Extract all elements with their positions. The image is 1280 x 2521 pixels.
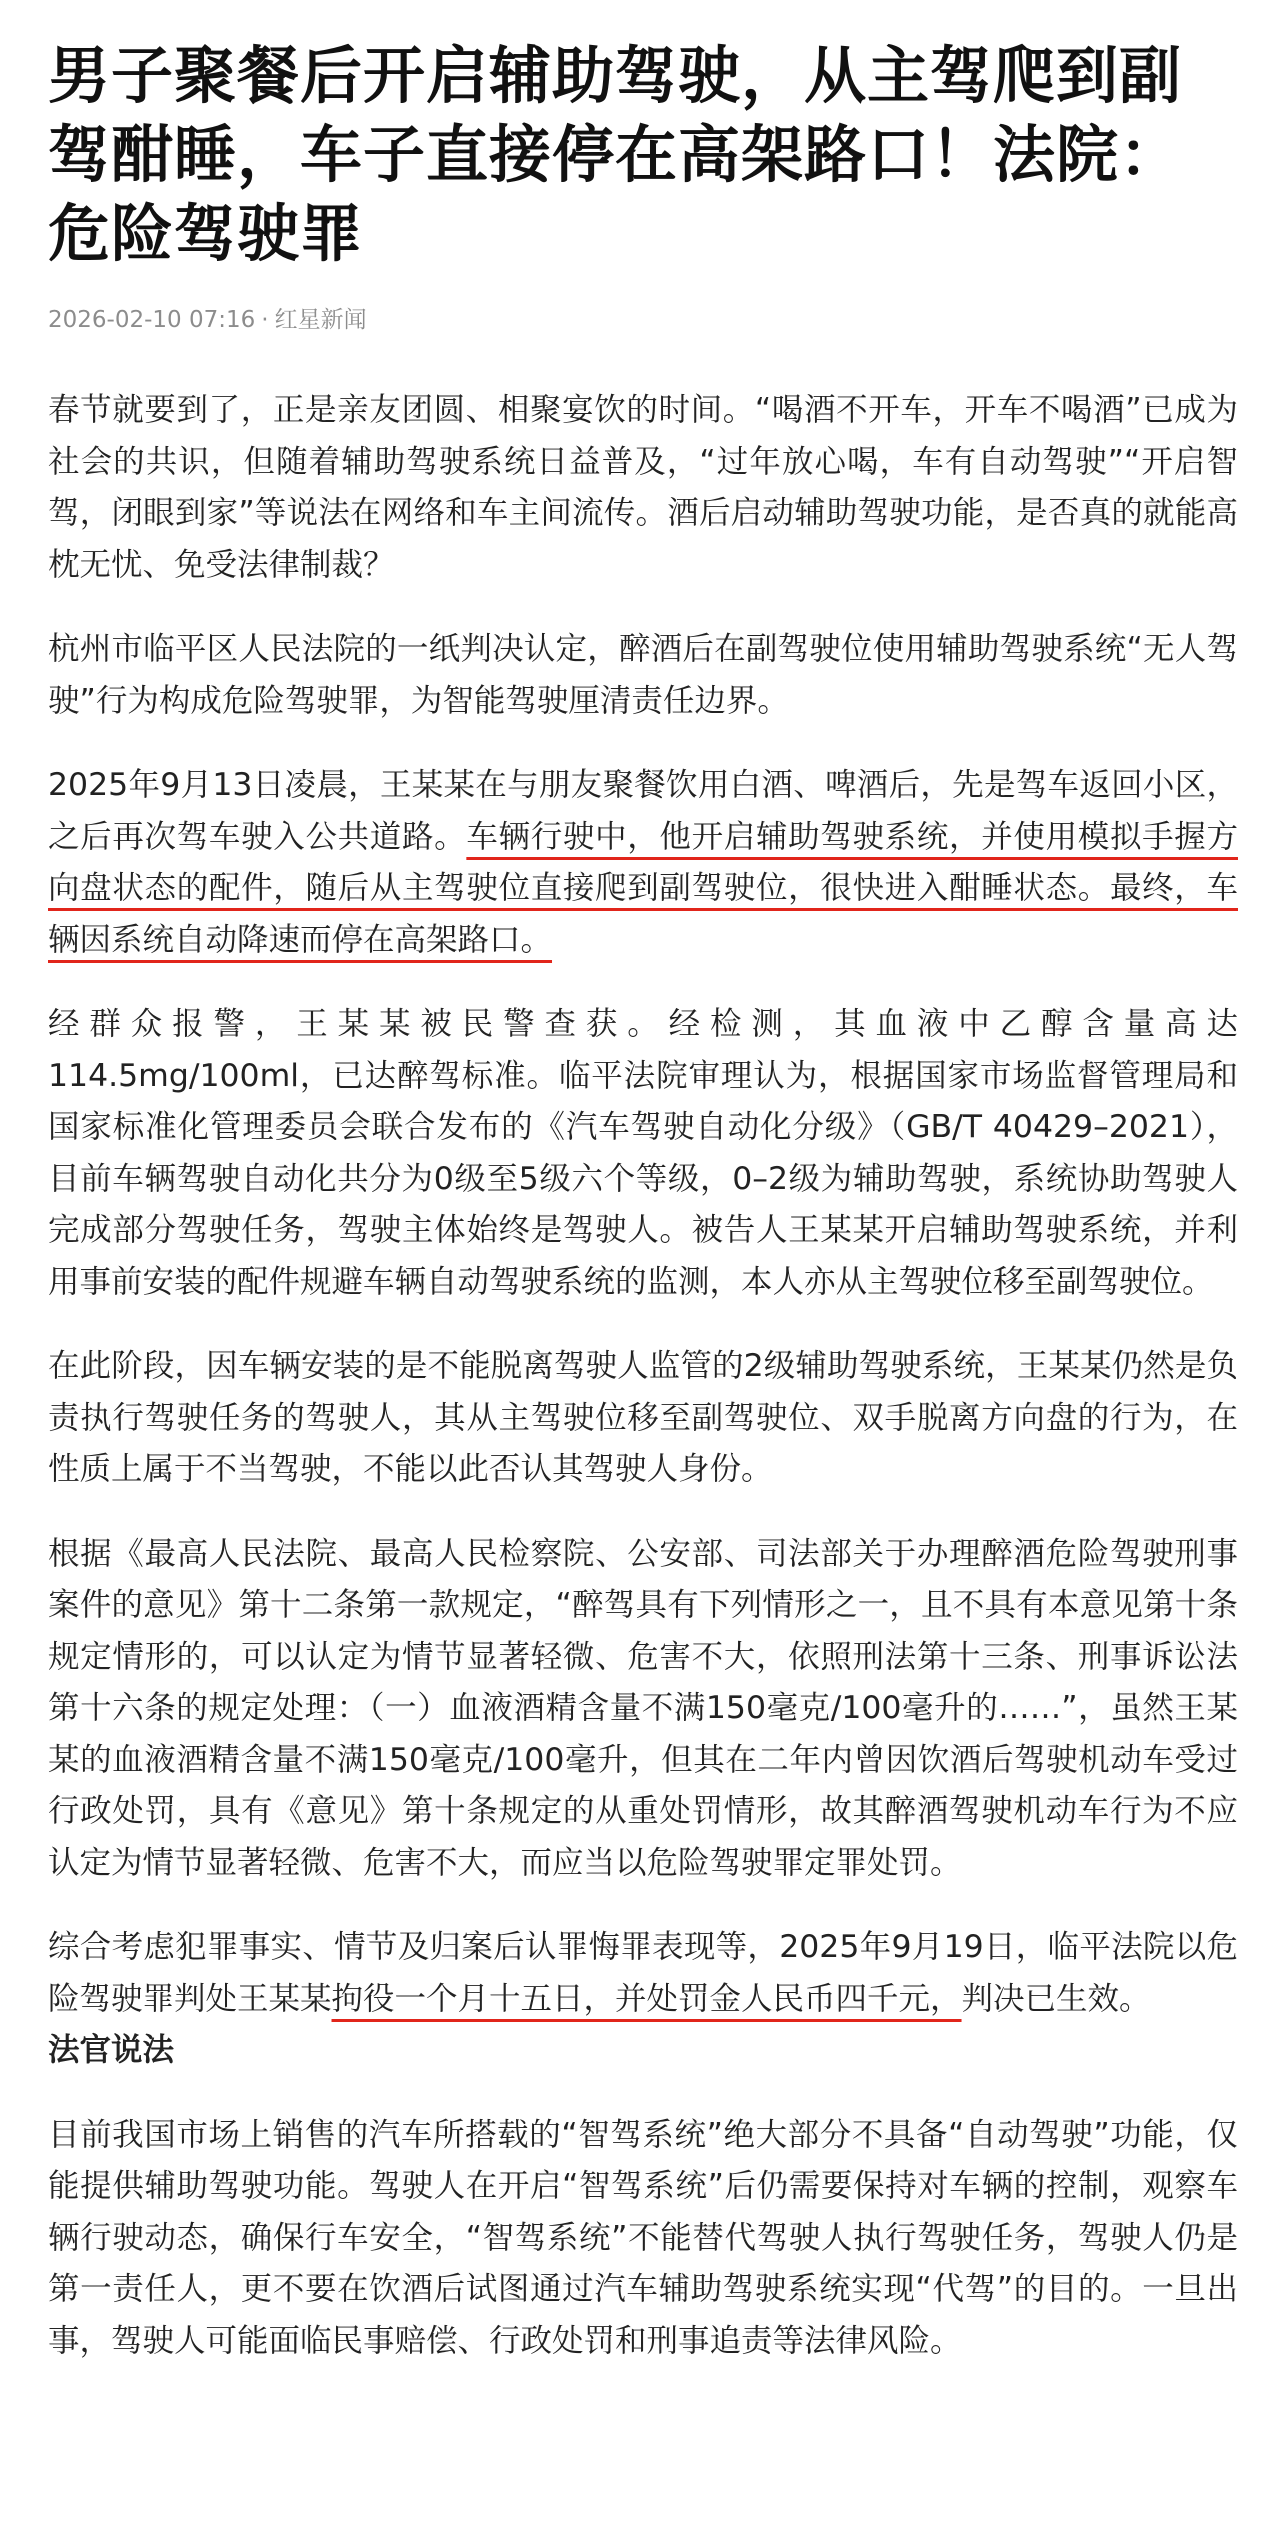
paragraph-sentence	[48, 1922, 1238, 2025]
meta-separator: ·	[261, 307, 269, 333]
paragraph-incident	[48, 760, 1238, 966]
section-heading: 法官说法	[48, 2032, 175, 2068]
article-meta	[48, 305, 1238, 335]
sentence-text-after: 判决已生效。	[961, 1980, 1151, 2017]
article-title: 男子聚餐后开启辅助驾驶，从主驾爬到副驾酣睡，车子直接停在高架路口！法院：危险驾驶罪	[48, 39, 1183, 270]
paragraph-arrest: 经群众报警，王某某被民警查获。经检测，其血液中乙醇含量高达114.5mg/100ml，已达醉驾标准。临平法院审理认为，根据国家市场监督管理局和国家标准化管理委员会联合发布的《汽车驾驶自动化分级》（GB/T 40429–2021），目前车辆驾驶自动化共分为0级至5级六个等级，0–2级为辅助驾驶，系统协助驾驶人完成部分驾驶任务，驾驶主体始终是驾驶人。被告人王某某开启辅助驾驶系统，并利用事前安装的配件规避车辆自动驾驶系统的监测，本人亦从主驾驶位移至副驾驶位。	[48, 1006, 1238, 1300]
highlighted-sentence-text: 拘役一个月十五日，并处罚金人民币四千元，	[331, 1980, 962, 2017]
highlighted-incident-text: 车辆行驶中，他开启辅助驾驶系统，并使用模拟手握方向盘状态的配件，随后从主驾驶位直接爬到副驾驶位，很快进入酣睡状态。最终，车辆因系统自动降速而停在高架路口。	[48, 818, 1238, 958]
paragraph-stage: 在此阶段，因车辆安装的是不能脱离驾驶人监管的2级辅助驾驶系统，王某某仍然是负责执行驾驶任务的驾驶人，其从主驾驶位移至副驾驶位、双手脱离方向盘的行为，在性质上属于不当驾驶，不能以此否认其驾驶人身份。	[48, 1348, 1238, 1487]
article	[48, 36, 1238, 2367]
paragraph-legal-basis: 根据《最高人民法院、最高人民检察院、公安部、司法部关于办理醉酒危险驾驶刑事案件的意见》第十二条第一款规定，“醉驾具有下列情形之一，且不具有本意见第十条规定情形的，可以认定为情节显著轻微、危害不大，依照刑法第十三条、刑事诉讼法第十六条的规定处理：（一）血液酒精含量不满150毫克/100毫升的……”，虽然王某某的血液酒精含量不满150毫克/100毫升，但其在二年内曾因饮酒后驾驶机动车受过行政处罚，具有《意见》第十条规定的从重处罚情形，故其醉酒驾驶机动车行为不应认定为情节显著轻微、危害不大，而应当以危险驾驶罪定罪处罚。	[48, 1535, 1238, 1881]
publish-date: 2026-02-10 07:16	[48, 307, 256, 333]
paragraph-intro: 春节就要到了，正是亲友团圆、相聚宴饮的时间。“喝酒不开车，开车不喝酒”已成为社会的共识，但随着辅助驾驶系统日益普及，“过年放心喝，车有自动驾驶”“开启智驾，闭眼到家”等说法在网络和车主间流传。酒后启动辅助驾驶功能，是否真的就能高枕无忧、免受法律制裁？	[48, 392, 1238, 583]
paragraph-judge-comment: 目前我国市场上销售的汽车所搭载的“智驾系统”绝大部分不具备“自动驾驶”功能，仅能提供辅助驾驶功能。驾驶人在开启“智驾系统”后仍需要保持对车辆的控制，观察车辆行驶动态，确保行车安全，“智驾系统”不能替代驾驶人执行驾驶任务，驾驶人仍是第一责任人，更不要在饮酒后试图通过汽车辅助驾驶系统实现“代驾”的目的。一旦出事，驾驶人可能面临民事赔偿、行政处罚和刑事追责等法律风险。	[48, 2116, 1238, 2359]
sentence-text-before: 综合考虑犯罪事实、情节及归案后认罪悔罪表现等，2025年9月19日，临平法院以危险驾驶罪判处王某某	[48, 1929, 1238, 2017]
paragraph-verdict: 杭州市临平区人民法院的一纸判决认定，醉酒后在副驾驶位使用辅助驾驶系统“无人驾驶”行为构成危险驾驶罪，为智能驾驶厘清责任边界。	[48, 631, 1238, 719]
source-name[interactable]: 红星新闻	[274, 307, 367, 333]
incident-text: 2025年9月13日凌晨，王某某在与朋友聚餐饮用白酒、啤酒后，先是驾车返回小区，之后再次驾车驶入公共道路。	[48, 767, 1238, 855]
